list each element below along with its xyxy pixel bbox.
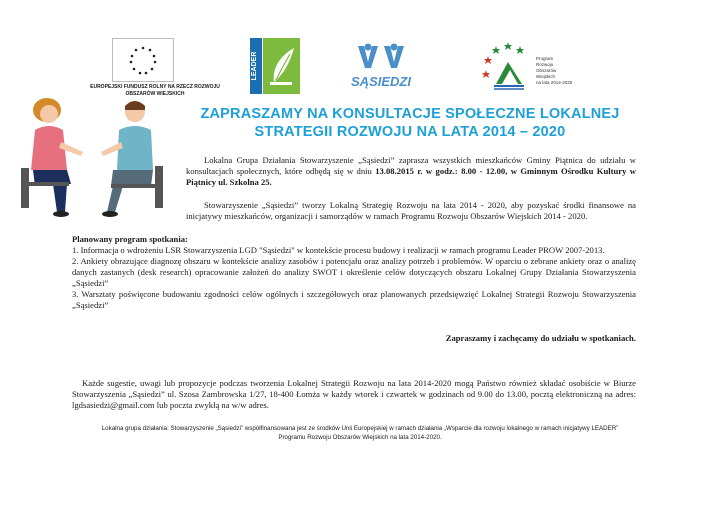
strategy-paragraph: Stowarzyszenie „Sąsiedzi” tworzy Lokalną Strategię Rozwoju na lata 2014 - 2020, aby pozyskać środki finansowe na inicjatywy mieszkańców, organizacji i samorządów w ramach Programu Rozwoju Obszarów Wiejskich 2014 - 2020. [186, 200, 636, 221]
program-item: 2. Ankiety obrazujące diagnozę obszaru w kontekście analizy zasobów i potencjału oraz analizy potrzeb i problemów. W oparciu o zebrane ankiety oraz o analizę danych zastanych (desk research) opracowanie założeń do analizy SWOT i określenie celów dotyczących obszaru Lokalnej Grupy Działania Stowarzyszenia „Sąsiedzi” [72, 256, 636, 288]
prow-caption [536, 56, 596, 86]
invitation-line: Zapraszamy i zachęcamy do udziału w spotkaniach. [445, 333, 636, 343]
leader-logo [250, 38, 300, 94]
suggestions-paragraph: Każde sugestie, uwagi lub propozycje podczas tworzenia Lokalnej Strategii Rozwoju na lata 2014-2020 mogą Państwo również składać osobiście w Biurze Stowarzyszenia „Sąsiedzi” ul. Szosa Zambrowska 1/27, 18-400 Łomża w każdy wtorek i czwartek w godzinach od 9.00 do 13.00, pocztą elektroniczną na adres: lgdsasiedzi@gmail.com lub poczta zwykłą na w/w adres. [72, 378, 636, 410]
prow-line: Wiejskich [536, 74, 556, 79]
intro-paragraph [186, 155, 636, 188]
eu-fund-caption: EUROPEJSKI FUNDUSZ ROLNY NA RZECZ ROZWOJU OBSZARÓW WIEJSKICH [90, 84, 220, 97]
funding-footer: Lokalna grupa działania: Stowarzyszenie „Sąsiedzi” współfinansowana jest ze środków Unii Europejskiej w ramach działania „Wsparcie dla rozwoju lokalnego w ramach inicjatywy LEADER” Programu Rozwoju Obszarów Wiejskich na lata 2014-2020. [101, 425, 619, 441]
program-item: 1. Informacja o wdrożeniu LSR Stowarzyszenia LGD "Sąsiedzi" w kontekście procesu budowy i realizacji w ramach programu Leader PROW 2007-2013. [72, 245, 605, 255]
eu-flag-logo [112, 38, 174, 82]
meeting-date-location: 13.08.2015 r. w godz.: 8.00 - 12.00, w Gminnym Ośrodku Kultury w Piątnicy ul. Szkolna 25. [186, 166, 636, 187]
prow-line: na lata 2014-2020 [536, 80, 573, 85]
sasiedzi-text: SĄSIEDZI [351, 74, 411, 89]
prow-line: Obszarów [536, 68, 557, 73]
title-line-2: STRATEGII ROZWOJU NA LATA 2014 – 2020 [254, 124, 566, 140]
leader-text: LEADER [251, 51, 258, 81]
program-heading: Planowany program spotkania: [72, 234, 188, 244]
prow-line: Rozwoju [536, 62, 554, 67]
sasiedzi-logo [346, 40, 416, 92]
title-line-1: ZAPRASZAMY NA KONSULTACJE SPOŁECZNE LOKALNEJ [200, 106, 620, 122]
people-talking-illustration [15, 96, 180, 228]
program-section [72, 234, 636, 311]
program-item: 3. Warsztaty poświęcone budowaniu zgodności celów ogólnych i szczegółowych oraz planowanych przedsięwzięć Lokalnej Strategii Rozwoju Stowarzyszenia „Sąsiedzi” [72, 289, 636, 310]
prow-line: Program [536, 56, 554, 61]
intro-text: Lokalna Grupa Działania Stowarzyszenie „Sąsiedzi” zaprasza wszystkich mieszkańców Gminy Piątnica do udziału w konsultacjach społecznych, które odbędą się w dniu [186, 155, 636, 176]
